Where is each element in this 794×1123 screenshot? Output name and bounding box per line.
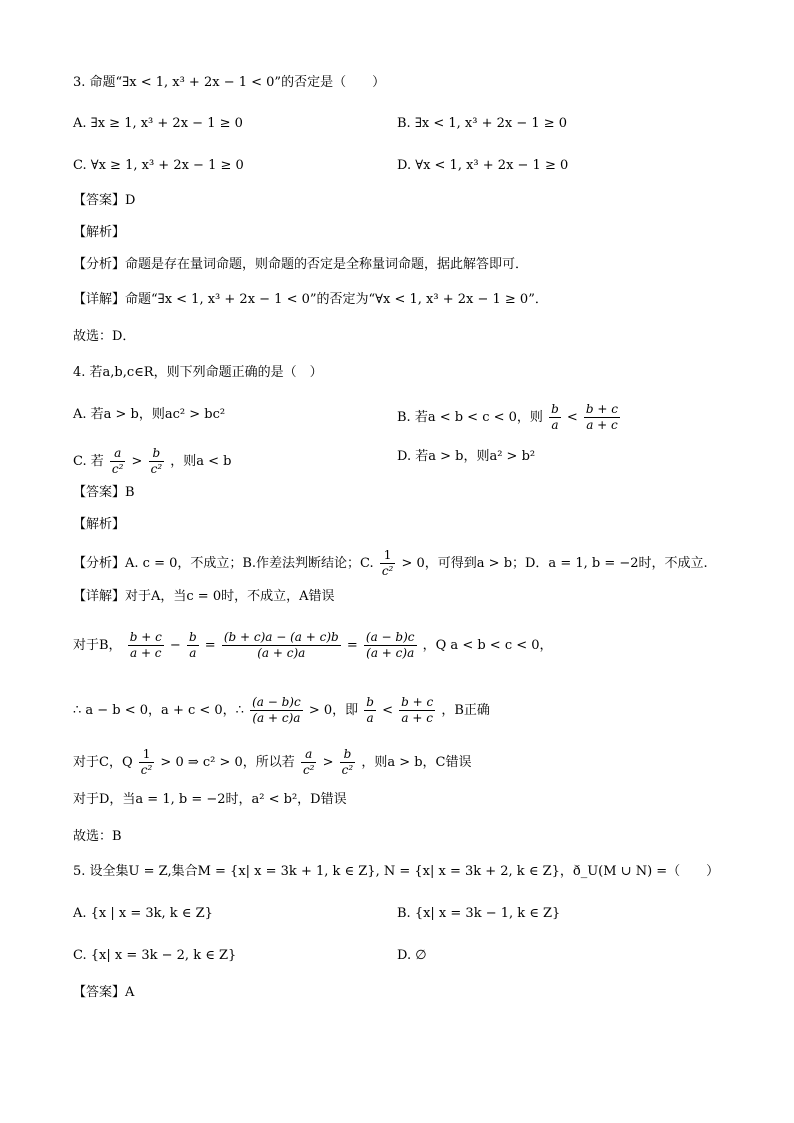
q3-option-d: D. ∀x < 1, x³ + 2x − 1 ≥ 0 xyxy=(397,158,569,173)
q4-answer: 【答案】B xyxy=(73,485,135,500)
fraction-b-over-c2: $\frac{b}{\text{c²}}$ xyxy=(150,446,163,476)
q4-for-c-c: ，则a > b，C错误 xyxy=(361,755,472,770)
fraction-b-c2-2: $\frac{b}{\text{c²}}$ xyxy=(341,747,354,777)
q5-stem: 5. 设全集U = Z,集合M = {x| x = 3k + 1, k ∈ Z}, N = {x| x = 3k + 2, k ∈ Z}，ð_U(M ∪ N) =（ ） xyxy=(73,864,720,879)
q3-option-b: B. ∃x < 1, x³ + 2x − 1 ≥ 0 xyxy=(397,116,568,131)
q5-option-c: C. {x| x = 3k − 2, k ∈ Z} xyxy=(73,948,237,963)
q4-stem: 4. 若a,b,c∈R，则下列命题正确的是（ ） xyxy=(73,365,323,380)
q5-option-b: B. {x| x = 3k − 1, k ∈ Z} xyxy=(397,906,561,921)
q4-option-a: A. 若a > b，则ac² > bc² xyxy=(73,407,226,422)
fraction-a-over-c2: $\frac{a}{\text{c²}}$ xyxy=(111,446,124,476)
q4-fenxi-b: > 0，可得到a > b；D．a = 1, b = −2时，不成立. xyxy=(401,556,708,571)
q4-fenxi xyxy=(73,548,708,579)
q4-for-d: 对于D，当a = 1, b = −2时，a² < b²，D错误 xyxy=(73,792,347,807)
q4-therefore-c: ，B正确 xyxy=(441,703,490,718)
fraction-b-a-2: $\frac{b}{a}$ xyxy=(366,695,374,725)
q4-for-c-a: 对于C，Q xyxy=(73,755,133,770)
fraction-1-over-c2: $\frac{1}{\text{c²}}$ xyxy=(381,548,394,578)
q5-option-d: D. ∅ xyxy=(397,948,427,963)
fraction-b-a: $\frac{b}{a}$ xyxy=(188,630,197,660)
q4-therefore: ∴ a − b < 0，a + c < 0，∴ $\frac{(a - b)c}{(a + c)a}$ > 0，即 $\frac{b}{a}$ < $\frac{b + c}{a + c}$ ，B正确 xyxy=(73,695,490,725)
q4-for-b-post: ，Q a < b < c < 0， xyxy=(422,638,553,653)
fraction-bc-over-ac: $\frac{b + c}{a + c}$ xyxy=(585,402,619,432)
fraction-a-c2-2: $\frac{a}{\text{c²}}$ xyxy=(302,747,315,777)
q4-option-c-pre: C. 若 xyxy=(73,454,104,469)
q4-fenxi-a: 【分析】A. c = 0，不成立；B.作差法判断结论；C. xyxy=(73,556,374,571)
q5-option-a: A. {x | x = 3k, k ∈ Z} xyxy=(73,906,213,921)
q4-for-c: 对于C，Q $\frac{1}{\text{c²}}$ > 0 ⇒ c² > 0，所以若 $\frac{a}{\text{c²}}$ > $\frac{b}{\text{c²}}$ ，则a > b，C错误 xyxy=(73,747,472,777)
q3-answer: 【答案】D xyxy=(73,193,136,208)
q3-fenxi: 【分析】命题是存在量词命题，则命题的否定是全称量词命题，据此解答即可． xyxy=(73,257,529,272)
q4-analysis-heading: 【解析】 xyxy=(73,517,126,532)
fraction-1-c2-2: $\frac{1}{\text{c²}}$ xyxy=(140,747,153,777)
q3-option-c: C. ∀x ≥ 1, x³ + 2x − 1 ≥ 0 xyxy=(73,158,244,173)
q4-therefore-a: ∴ a − b < 0，a + c < 0，∴ xyxy=(73,703,244,718)
fraction-bc-ac-2: $\frac{b + c}{a + c}$ xyxy=(401,695,434,725)
q4-for-b: 对于B， $\frac{b + c}{a + c}$ − $\frac{b}{a}$ = $\frac{(b + c)a - (a + c)b}{(a + c)a}$ = $\frac{(a - b)c}{(a + c)a}$ ，Q a < b < c < 0， xyxy=(73,630,553,660)
fraction-diff-simplified: $\frac{(a - b)c}{(a + c)a}$ xyxy=(365,630,415,660)
q4-option-d: D. 若a > b，则a² > b² xyxy=(397,449,536,464)
q4-therefore-b: > 0，即 xyxy=(308,703,359,718)
fraction-diff-simplified-2: $\frac{(a - b)c}{(a + c)a}$ xyxy=(252,695,301,725)
q4-option-b-text: B. 若a < b < c < 0，则 xyxy=(397,410,543,425)
q4-for-b-pre: 对于B， xyxy=(73,638,122,653)
fraction-diff-expanded: $\frac{(b + c)a - (a + c)b}{(a + c)a}$ xyxy=(223,630,339,660)
q3-choose: 故选：D． xyxy=(73,329,136,344)
fraction-bc-ac: $\frac{b + c}{a + c}$ xyxy=(129,630,162,660)
q4-option-c-post: ，则a < b xyxy=(170,454,232,469)
q4-for-c-b: > 0 ⇒ c² > 0，所以若 xyxy=(160,755,295,770)
q3-analysis-heading: 【解析】 xyxy=(73,225,126,240)
fraction-b-over-a: $\frac{b}{a}$ xyxy=(551,402,559,432)
q3-option-a: A. ∃x ≥ 1, x³ + 2x − 1 ≥ 0 xyxy=(73,116,243,131)
q4-option-b: B. 若a < b < c < 0，则 $\frac{b}{a}$ < $\frac{b + c}{a + c}$ xyxy=(397,402,619,432)
q5-answer: 【答案】A xyxy=(73,985,135,1000)
q4-option-c: C. 若 $\frac{a}{\text{c²}}$ > $\frac{b}{\text{c²}}$ ，则a < b xyxy=(73,446,232,476)
q3-xiangjie: 【详解】命题“∃x < 1, x³ + 2x − 1 < 0”的否定为“∀x < 1, x³ + 2x − 1 ≥ 0”． xyxy=(73,292,548,307)
q3-stem: 3. 命题“∃x < 1, x³ + 2x − 1 < 0”的否定是（ ） xyxy=(73,75,386,90)
q4-xiangjie: 【详解】对于A，当c = 0时，不成立，A错误 xyxy=(73,589,335,604)
q4-choose: 故选：B xyxy=(73,829,122,844)
